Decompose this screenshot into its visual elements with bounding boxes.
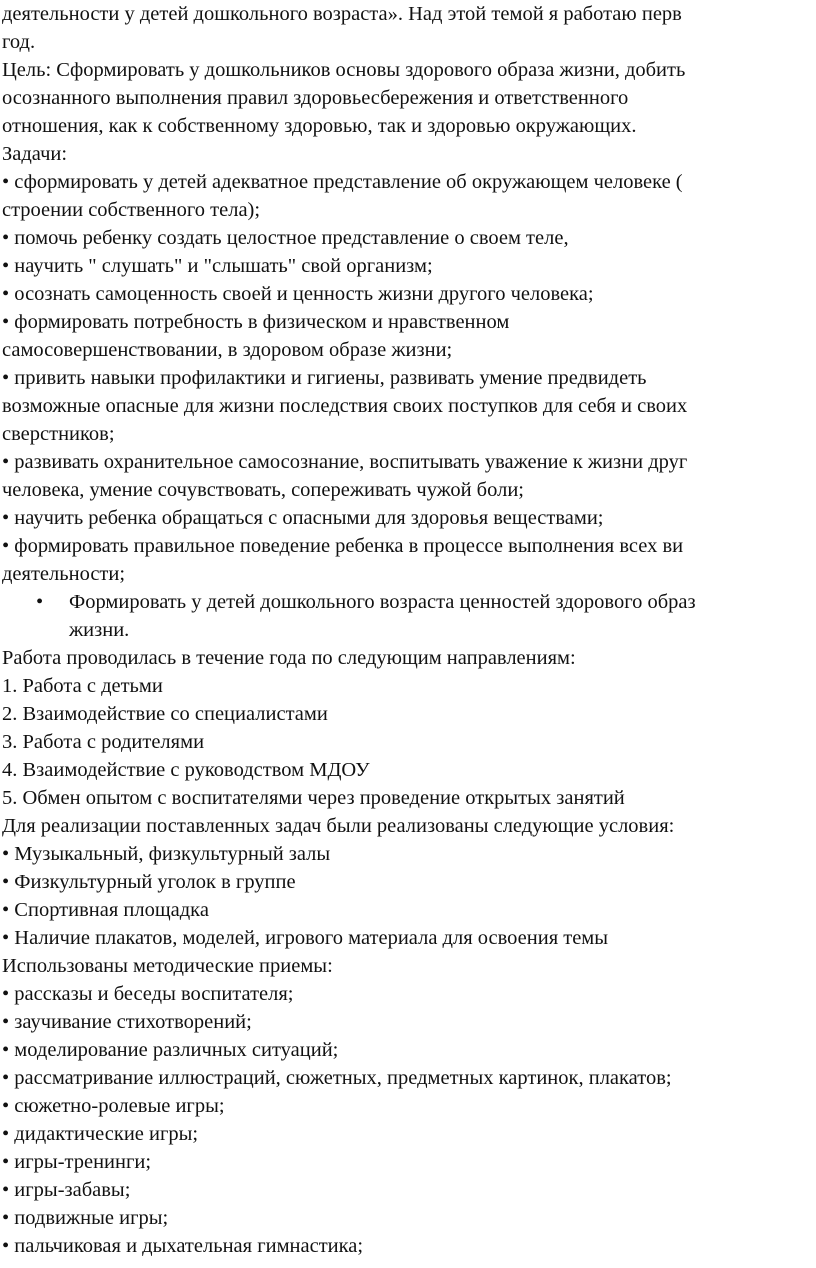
list-item: • заучивание стихотворений; xyxy=(2,1011,252,1033)
text-line: деятельности у детей дошкольного возраста». Над этой темой я работаю перв xyxy=(2,3,682,25)
numbered-item: 3. Работа с родителями xyxy=(2,731,205,753)
list-item: • научить " слушать" и "слышать" свой организм; xyxy=(2,255,433,277)
numbered-item: 4. Взаимодействие с руководством МДОУ xyxy=(2,759,370,781)
goal-line: Цель: Сформировать у дошкольников основы здорового образа жизни, добить xyxy=(2,59,686,81)
list-item: • Спортивная площадка xyxy=(2,899,209,921)
conditions-heading: Для реализации поставленных задач были реализованы следующие условия: xyxy=(2,815,675,837)
list-item: • сформировать у детей адекватное представление об окружающем человеке ( xyxy=(2,171,683,193)
text-line: отношения, как к собственному здоровью, так и здоровью окружающих. xyxy=(2,115,637,137)
list-item: • научить ребенка обращаться с опасными для здоровья веществами; xyxy=(2,507,604,529)
text-line: самосовершенствовании, в здоровом образе жизни; xyxy=(2,339,453,361)
list-item: • рассказы и беседы воспитателя; xyxy=(2,983,294,1005)
text-line: осознанного выполнения правил здоровьесбережения и ответственного xyxy=(2,87,629,109)
indented-list-item-continuation: жизни. xyxy=(69,619,130,641)
text-line: возможные опасные для жизни последствия своих поступков для себя и своих xyxy=(2,395,688,417)
list-item: • привить навыки профилактики и гигиены, развивать умение предвидеть xyxy=(2,367,647,389)
numbered-item: 5. Обмен опытом с воспитателями через проведение открытых занятий xyxy=(2,787,625,809)
list-item: • Физкультурный уголок в группе xyxy=(2,871,296,893)
list-item: • формировать потребность в физическом и нравственном xyxy=(2,311,510,333)
bullet-marker: • xyxy=(36,591,44,613)
list-item: • пальчиковая и дыхательная гимнастика; xyxy=(2,1235,364,1257)
list-item: • осознать самоценность своей и ценность жизни другого человека; xyxy=(2,283,594,305)
list-item: • помочь ребенку создать целостное представление о своем теле, xyxy=(2,227,569,249)
indented-list-item xyxy=(0,588,816,616)
list-item: • игры-тренинги; xyxy=(2,1151,152,1173)
text-line: деятельности; xyxy=(2,563,126,585)
list-item: • сюжетно-ролевые игры; xyxy=(2,1095,225,1117)
text-line: сверстников; xyxy=(2,423,115,445)
text-line: человека, умение сочувствовать, сопереживать чужой боли; xyxy=(2,479,524,501)
methods-heading: Использованы методические приемы: xyxy=(2,955,333,977)
list-item: • подвижные игры; xyxy=(2,1207,169,1229)
list-item: • Музыкальный, физкультурный залы xyxy=(2,843,331,865)
tasks-heading: Задачи: xyxy=(2,143,68,165)
text-line: год. xyxy=(2,31,36,53)
text-line: строении собственного тела); xyxy=(2,199,261,221)
list-item: • формировать правильное поведение ребенка в процессе выполнения всех ви xyxy=(2,535,684,557)
list-item: • игры-забавы; xyxy=(2,1179,131,1201)
numbered-item: 1. Работа с детьми xyxy=(2,675,163,697)
list-item: • развивать охранительное самосознание, воспитывать уважение к жизни друг xyxy=(2,451,688,473)
list-item: • моделирование различных ситуаций; xyxy=(2,1039,339,1061)
list-item: • рассматривание иллюстраций, сюжетных, предметных картинок, плакатов; xyxy=(2,1067,672,1089)
list-item: • Наличие плакатов, моделей, игрового материала для освоения темы xyxy=(2,927,609,949)
indented-list-item-text: Формировать у детей дошкольного возраста ценностей здорового образ xyxy=(69,591,696,613)
directions-heading: Работа проводилась в течение года по следующим направлениям: xyxy=(2,647,576,669)
list-item: • дидактические игры; xyxy=(2,1123,199,1145)
numbered-item: 2. Взаимодействие со специалистами xyxy=(2,703,328,725)
